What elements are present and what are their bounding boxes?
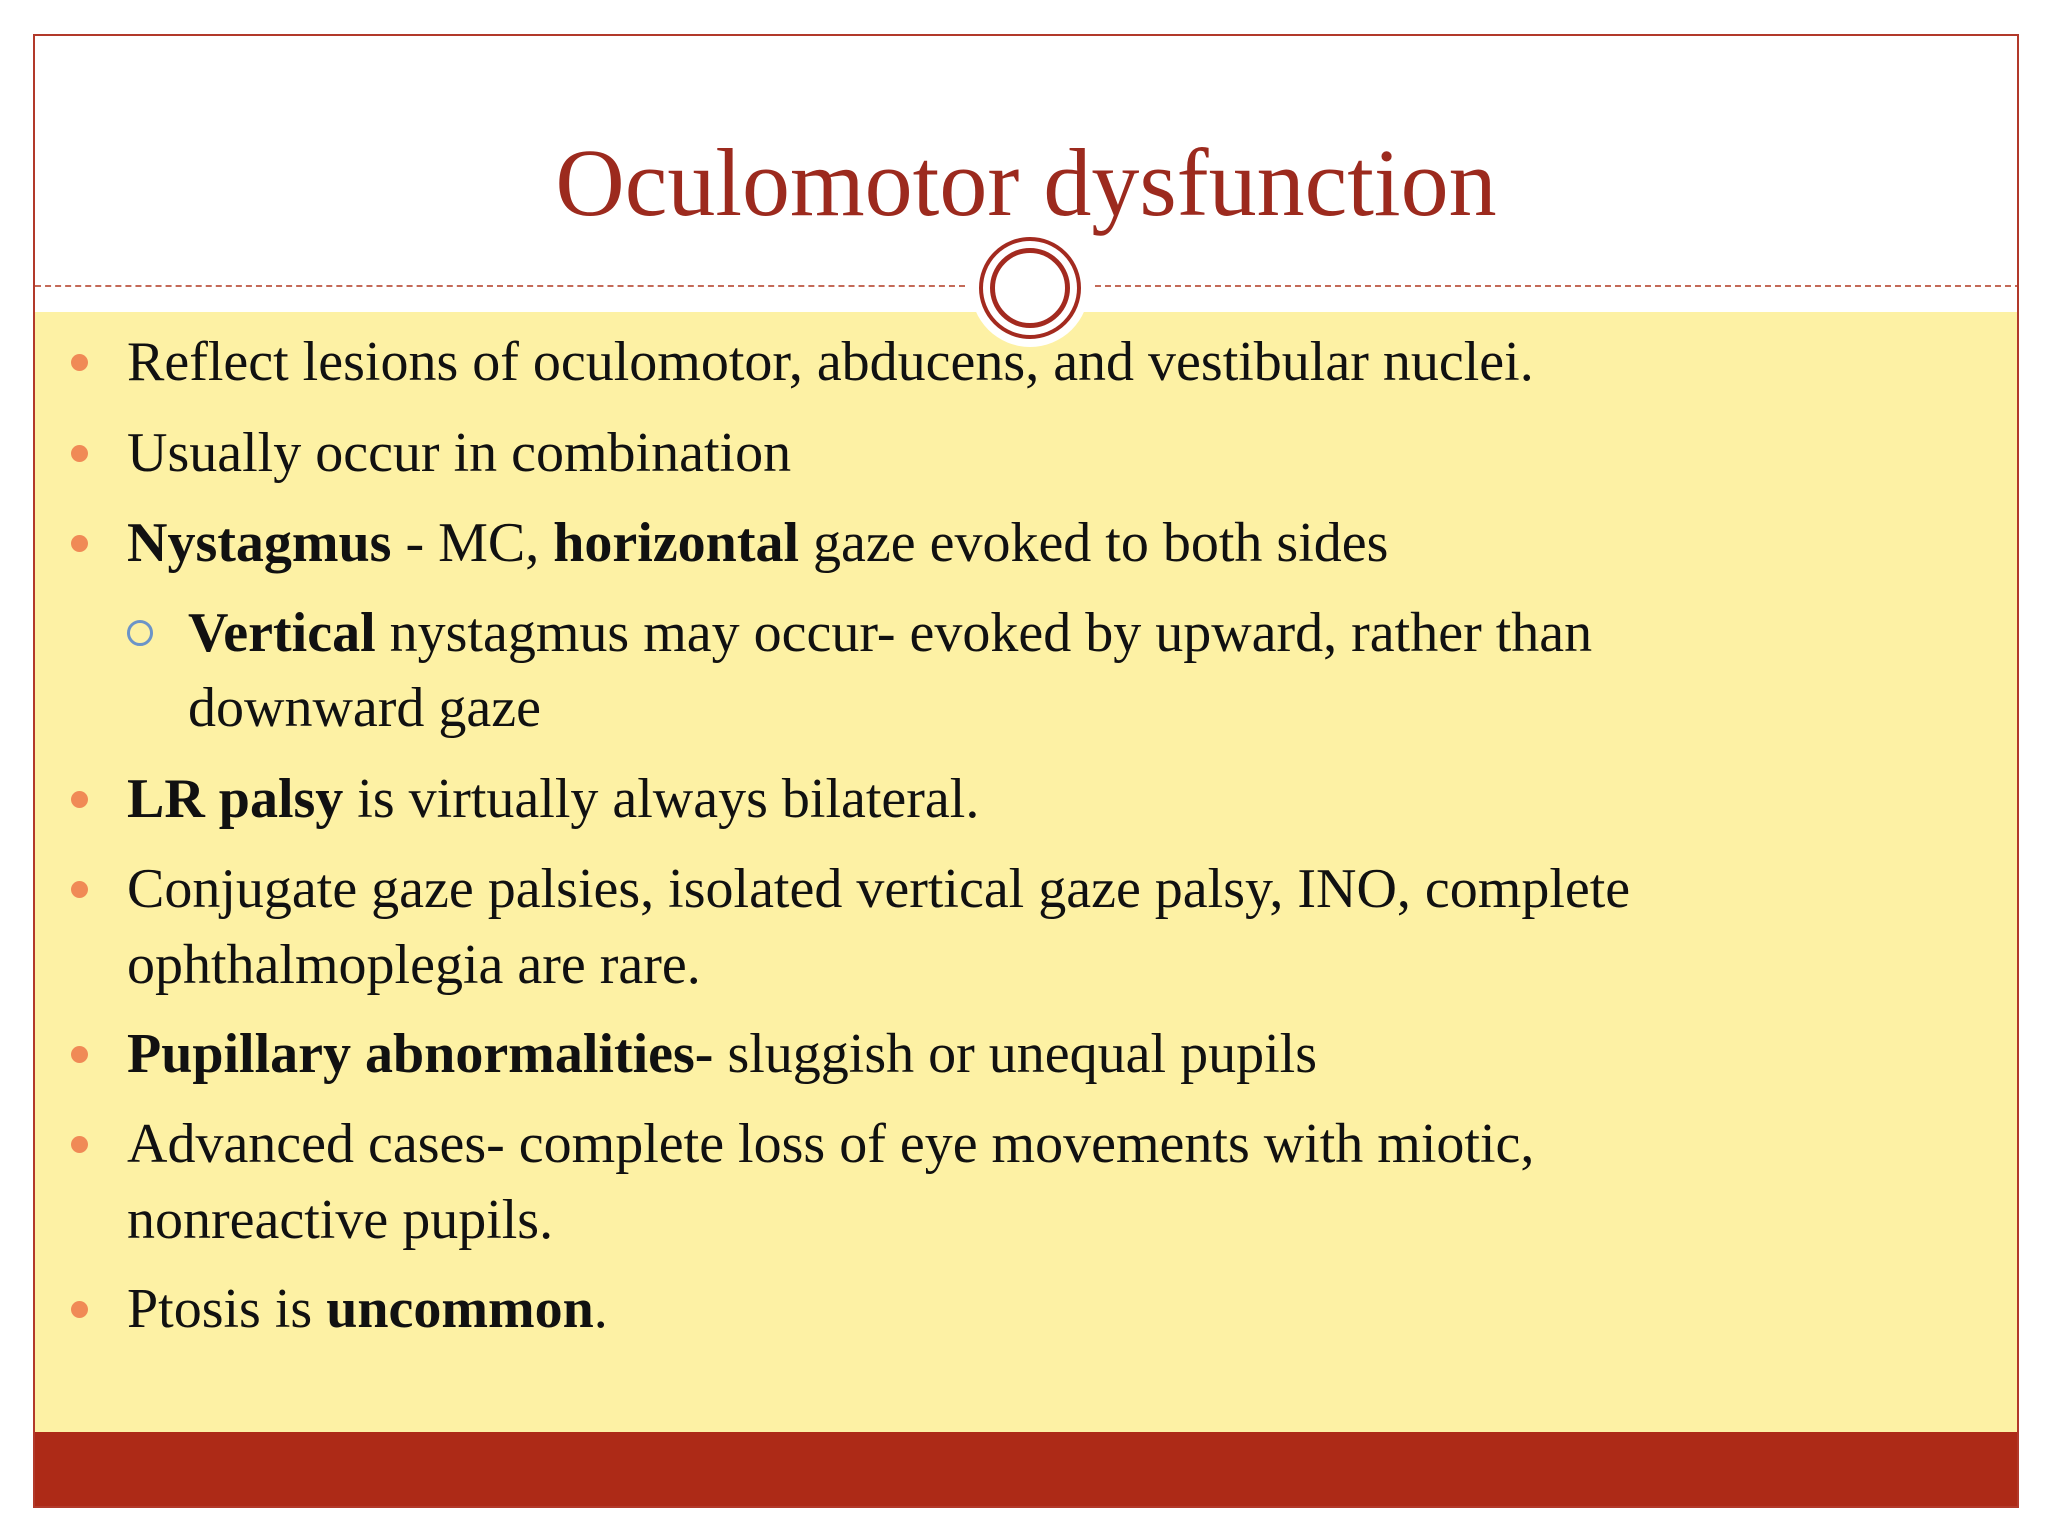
bold-term: Nystagmus bbox=[127, 512, 392, 574]
bullet-item-5-line2 bbox=[127, 927, 701, 1003]
bullet-item-7-line2 bbox=[127, 1182, 553, 1258]
bold-term: uncommon bbox=[326, 1278, 594, 1340]
bullet-dot-icon bbox=[71, 1136, 88, 1153]
bullet-text: is virtually always bilateral. bbox=[343, 768, 980, 830]
bullet-text: Advanced cases- complete loss of eye movements with miotic, bbox=[127, 1113, 1535, 1175]
slide-title: Oculomotor dysfunction bbox=[555, 129, 1497, 236]
bold-term: Vertical bbox=[188, 602, 376, 664]
bullet-item-2 bbox=[127, 415, 791, 491]
bullet-dot-icon bbox=[71, 881, 88, 898]
bullet-text: gaze evoked to both sides bbox=[799, 512, 1389, 574]
bullet-text: sluggish or unequal pupils bbox=[713, 1023, 1317, 1085]
bullet-text: - MC, bbox=[391, 512, 554, 574]
bullet-item-5 bbox=[127, 851, 1630, 927]
sub-bullet-item-1 bbox=[188, 595, 1592, 671]
bullet-item-8 bbox=[127, 1271, 608, 1347]
bullet-item-3 bbox=[127, 505, 1388, 581]
bullet-item-6 bbox=[127, 1016, 1317, 1092]
bullet-item-4 bbox=[127, 761, 979, 837]
bullet-dot-icon bbox=[71, 1046, 88, 1063]
bold-term: Pupillary abnormalities- bbox=[127, 1023, 714, 1085]
bullet-text: Conjugate gaze palsies, isolated vertical gaze palsy, INO, complete bbox=[127, 858, 1631, 920]
bold-term: horizontal bbox=[553, 512, 800, 574]
bullet-list bbox=[35, 36, 2017, 1506]
sub-bullet-item-1-line2 bbox=[188, 670, 541, 746]
bullet-dot-icon bbox=[71, 1301, 88, 1318]
bullet-dot-icon bbox=[71, 535, 88, 552]
bullet-text: downward gaze bbox=[188, 677, 541, 739]
bullet-item-7 bbox=[127, 1106, 1534, 1182]
bullet-text: Reflect lesions of oculomotor, abducens, and vestibular nuclei. bbox=[127, 331, 1534, 393]
bullet-text: nystagmus may occur- evoked by upward, rather than bbox=[375, 602, 1593, 664]
bullet-text: Ptosis is bbox=[127, 1278, 327, 1340]
bullet-text: Usually occur in combination bbox=[127, 422, 792, 484]
bullet-dot-icon bbox=[71, 354, 88, 371]
sub-bullet-ring-icon bbox=[127, 620, 153, 646]
slide bbox=[33, 34, 2019, 1508]
bullet-text: nonreactive pupils. bbox=[127, 1189, 554, 1251]
bullet-dot-icon bbox=[71, 445, 88, 462]
bullet-text: . bbox=[593, 1278, 608, 1340]
bullet-dot-icon bbox=[71, 791, 88, 808]
bullet-item-1 bbox=[127, 324, 1534, 400]
bold-term: LR palsy bbox=[127, 768, 344, 830]
bullet-text: ophthalmoplegia are rare. bbox=[127, 934, 701, 996]
